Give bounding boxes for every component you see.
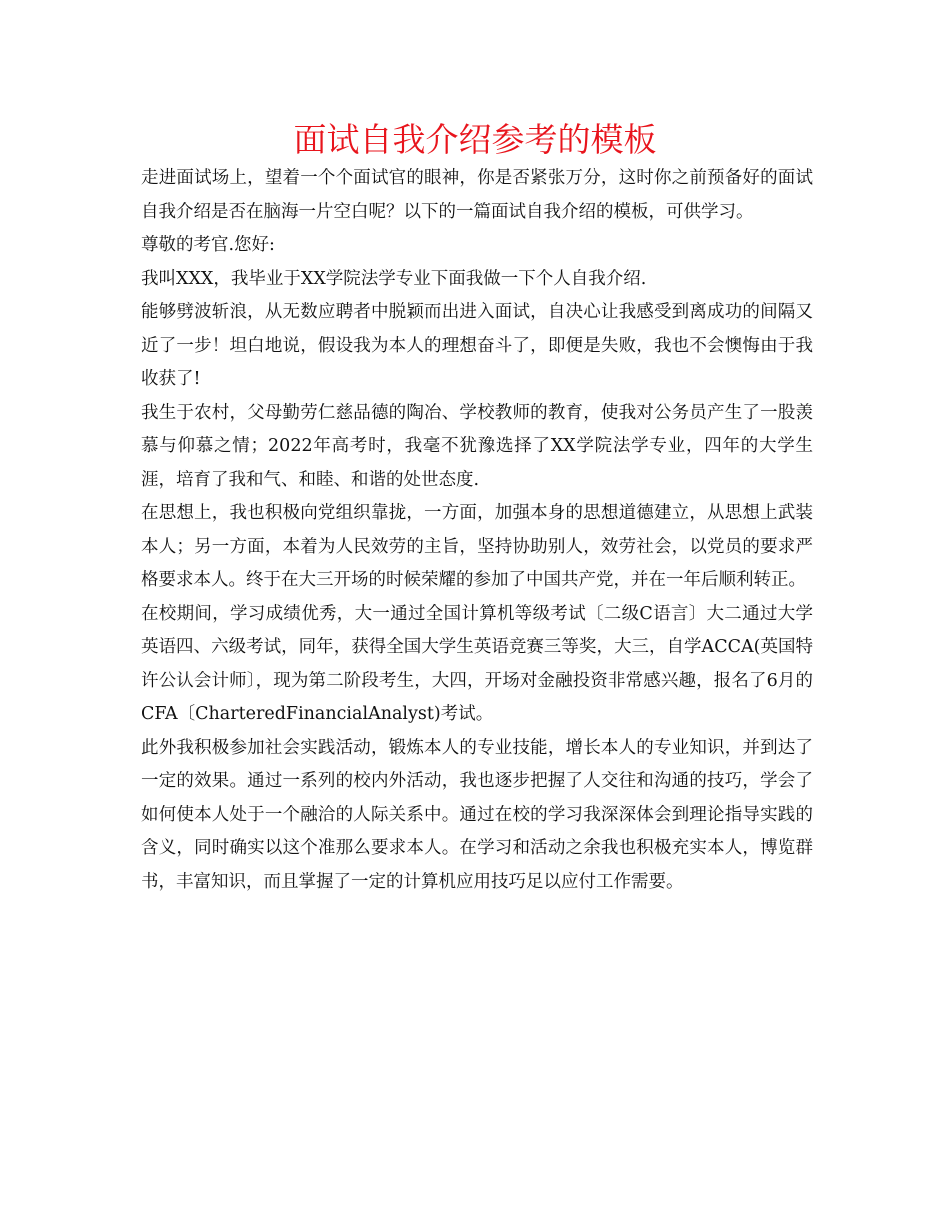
paragraph-greeting: 尊敬的考官.您好:: [141, 235, 275, 255]
paragraph-name: 我叫XXX，我毕业于XX学院法学专业下面我做一下个人自我介绍.: [141, 268, 647, 289]
document-body: [141, 162, 813, 899]
document-title: 面试自我介绍参考的模板: [293, 120, 657, 159]
paragraph-practice: 此外我积极参加社会实践活动，锻炼本人的专业技能，增长本人的专业知识，并到达了一定的效果。通过一系列的校内外活动，我也逐步把握了人交往和沟通的技巧，学会了如何使本人处于一个融洽的人际关系中。通过在校的学习我深深体会到理论指导实践的含义，同时确实以这个准那么要求本人。在学习和活动之余我也积极充实本人，博览群书，丰富知识，而且掌握了一定的计算机应用技巧足以应付工作需要。: [141, 737, 813, 892]
paragraph-background: 我生于农村，父母勤劳仁慈品德的陶冶、学校教师的教育，使我对公务员产生了一股羡慕与仰慕之情；2022年高考时，我毫不犹豫选择了XX学院法学专业，四年的大学生涯，培育了我和气、和睦、和谐的处世态度.: [141, 402, 813, 490]
paragraph-intro: 走进面试场上，望着一个个面试官的眼神，你是否紧张万分，这时你之前预备好的面试自我介绍是否在脑海一片空白呢？以下的一篇面试自我介绍的模板，可供学习。: [141, 168, 813, 222]
paragraph-study: 在校期间，学习成绩优秀，大一通过全国计算机等级考试〔二级C语言〕大二通过大学英语四、六级考试，同年，获得全国大学生英语竞赛三等奖，大三，自学ACCA(英国特许公认会计师〕，现为第二阶段考生，大四，开场对金融投资非常感兴趣，报名了6月的CFA〔CharteredFinancialAnalyst)考试。: [141, 603, 813, 724]
paragraph-ideology: 在思想上，我也积极向党组织靠拢，一方面，加强本身的思想道德建立，从思想上武装本人；另一方面，本着为人民效劳的主旨，坚持协助别人，效劳社会，以党员的要求严格要求本人。终于在大三开场的时候荣耀的参加了中国共产党，并在一年后顺利转正。: [141, 503, 813, 590]
paragraph-interview: 能够劈波斩浪，从无数应聘者中脱颖而出进入面试，自决心让我感受到离成功的间隔又近了一步！坦白地说，假设我为本人的理想奋斗了，即便是失败，我也不会懊悔由于我收获了!: [141, 302, 813, 389]
